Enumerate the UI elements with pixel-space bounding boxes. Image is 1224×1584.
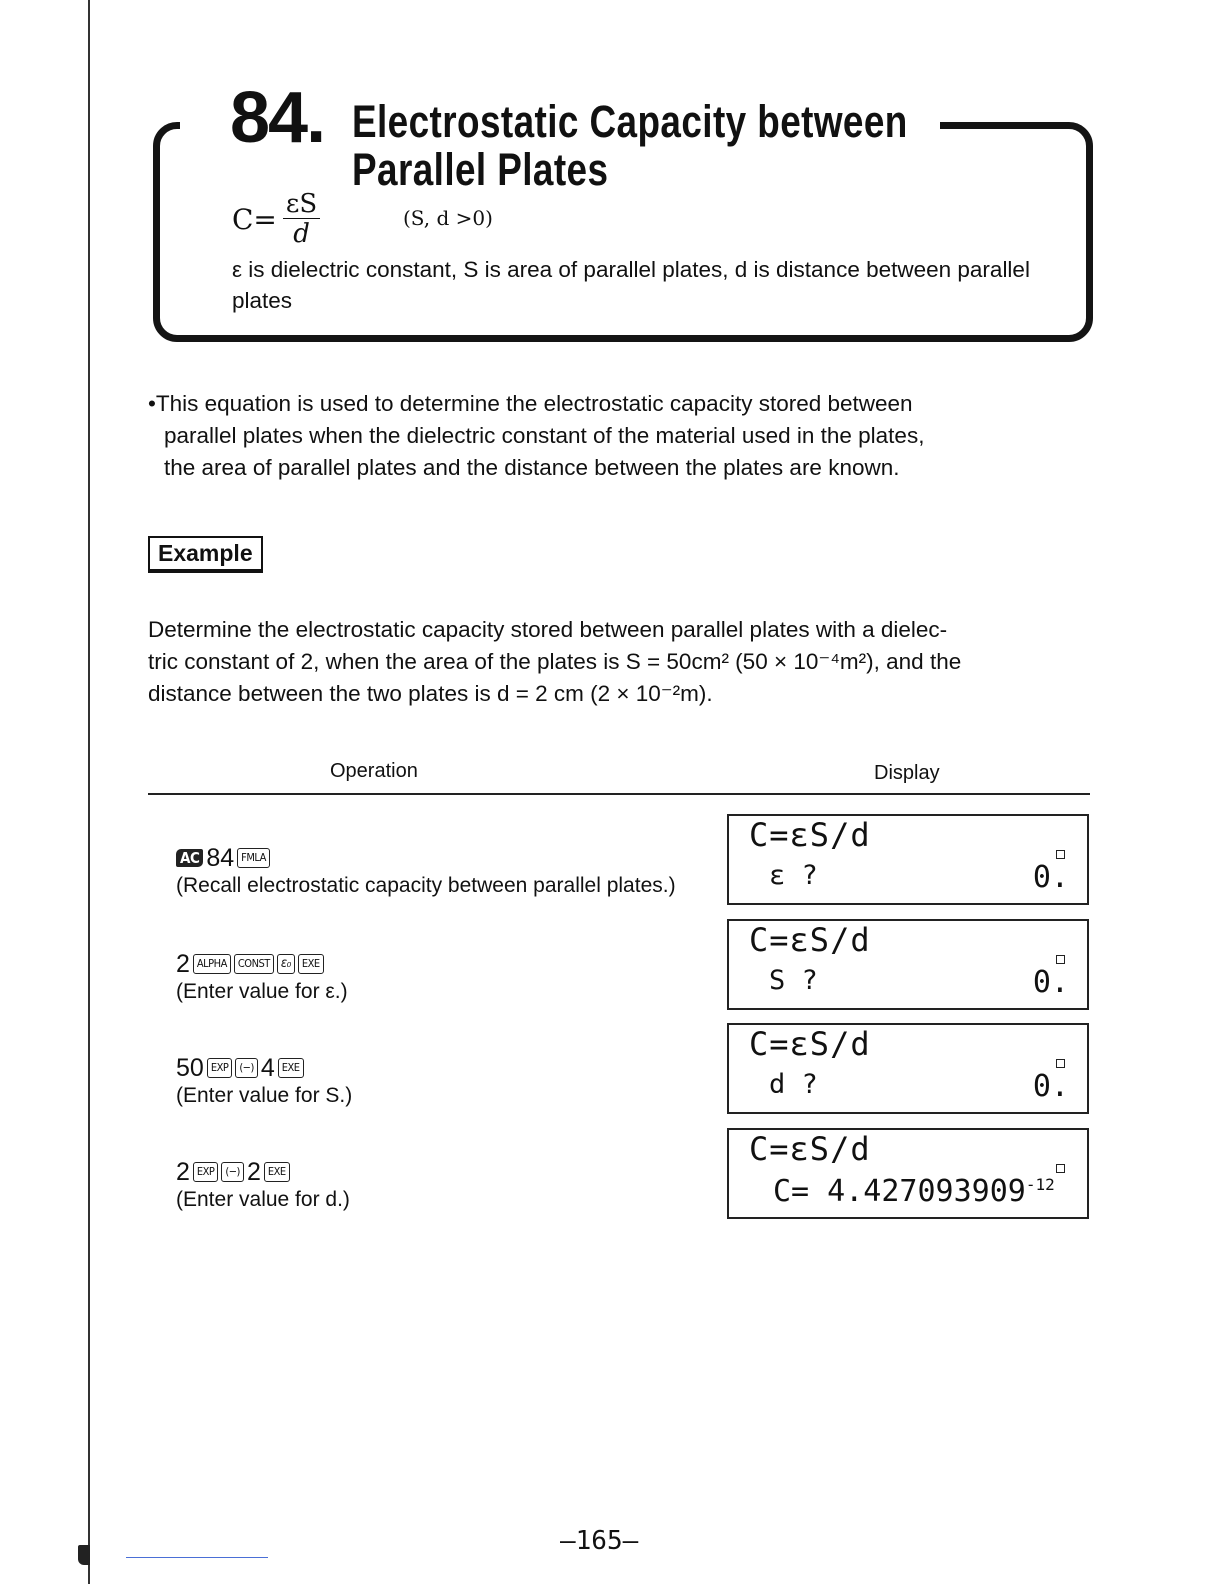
step-2-keys bbox=[176, 950, 696, 978]
display-3 bbox=[727, 1023, 1089, 1114]
display-value: 0. bbox=[1032, 860, 1069, 895]
result-mantissa: C= 4.427093909 bbox=[773, 1174, 1026, 1209]
digit-entry: 84 bbox=[206, 844, 235, 872]
indicator-icon bbox=[1056, 955, 1065, 964]
step-2 bbox=[176, 950, 696, 1006]
column-rule bbox=[148, 793, 1090, 795]
exe-key: EXE bbox=[278, 1058, 304, 1078]
problem-line-3: distance between the two plates is d = 2 cm (2 × 10⁻²m). bbox=[148, 681, 713, 706]
display-prompt: S ? bbox=[769, 965, 818, 996]
example-label: Example bbox=[148, 536, 263, 573]
exp-key: EXP bbox=[207, 1058, 233, 1078]
operation-column-header: Operation bbox=[330, 760, 418, 782]
step-1-keys bbox=[176, 844, 696, 872]
display-formula: C=εS/d bbox=[749, 1025, 871, 1063]
formula bbox=[232, 190, 320, 249]
title-line-1: Electrostatic Capacity between bbox=[352, 96, 908, 147]
step-4 bbox=[176, 1158, 696, 1214]
display-formula: C=εS/d bbox=[749, 816, 871, 854]
display-1 bbox=[727, 814, 1089, 905]
problem-line-1: Determine the electrostatic capacity stored between parallel plates with a dielec- bbox=[148, 617, 948, 642]
indicator-icon bbox=[1056, 850, 1065, 859]
display-prompt: ε ? bbox=[769, 860, 818, 891]
indicator-icon bbox=[1056, 1164, 1065, 1173]
binding-foot bbox=[78, 1545, 90, 1565]
step-3-keys bbox=[176, 1054, 696, 1082]
display-formula: C=εS/d bbox=[749, 921, 871, 959]
variable-description: ε is dielectric constant, S is area of parallel plates, d is distance between parallel plates bbox=[232, 257, 1030, 313]
formula-denominator: d bbox=[293, 219, 310, 249]
step-1-note: (Recall electrostatic capacity between parallel plates.) bbox=[176, 874, 676, 897]
display-4 bbox=[727, 1128, 1089, 1219]
exe-key: EXE bbox=[298, 954, 324, 974]
display-value: 0. bbox=[1032, 1069, 1069, 1104]
fmla-key: FMLA bbox=[237, 848, 270, 868]
display-result bbox=[773, 1174, 1055, 1209]
display-prompt: d ? bbox=[769, 1069, 818, 1100]
example-problem bbox=[148, 614, 1098, 710]
binding-edge bbox=[88, 0, 90, 1584]
section-number: 84. bbox=[230, 78, 325, 158]
negative-key: (−) bbox=[235, 1058, 258, 1078]
formula-condition: (S, d >0) bbox=[403, 206, 493, 230]
section-title bbox=[352, 98, 908, 194]
digit-entry: 50 bbox=[176, 1054, 204, 1082]
title-line-2: Parallel Plates bbox=[352, 144, 609, 195]
ac-key: AC bbox=[176, 849, 203, 867]
step-1 bbox=[176, 844, 696, 900]
display-column-header: Display bbox=[874, 762, 940, 784]
formula-lhs: C= bbox=[232, 203, 277, 236]
indicator-icon bbox=[1056, 1059, 1065, 1068]
page-number: —165— bbox=[560, 1526, 639, 1556]
digit-entry: 2 bbox=[176, 1158, 190, 1186]
problem-line-2: tric constant of 2, when the area of the plates is S = 50cm² (50 × 10⁻⁴m²), and the bbox=[148, 649, 962, 674]
formula-numerator: εS bbox=[283, 190, 320, 219]
display-formula: C=εS/d bbox=[749, 1130, 871, 1168]
digit-entry: 4 bbox=[260, 1054, 275, 1082]
const-key: CONST bbox=[234, 954, 274, 974]
bottom-rule bbox=[126, 1557, 268, 1558]
digit-entry: 2 bbox=[176, 950, 190, 978]
usage-paragraph bbox=[148, 388, 1098, 484]
step-2-note: (Enter value for ε.) bbox=[176, 980, 348, 1003]
digit-entry: 2 bbox=[246, 1158, 261, 1186]
step-3 bbox=[176, 1054, 696, 1110]
usage-line-1: •This equation is used to determine the electrostatic capacity stored between bbox=[148, 391, 913, 416]
negative-key: (−) bbox=[221, 1162, 244, 1182]
display-2 bbox=[727, 919, 1089, 1010]
step-4-keys bbox=[176, 1158, 696, 1186]
formula-fraction bbox=[283, 190, 320, 249]
exe-key: EXE bbox=[264, 1162, 290, 1182]
alpha-key: ALPHA bbox=[193, 954, 231, 974]
usage-line-2: parallel plates when the dielectric constant of the material used in the plates, bbox=[164, 423, 925, 448]
usage-line-3: the area of parallel plates and the distance between the plates are known. bbox=[164, 455, 900, 480]
step-4-note: (Enter value for d.) bbox=[176, 1188, 350, 1211]
step-3-note: (Enter value for S.) bbox=[176, 1084, 353, 1107]
exp-key: EXP bbox=[193, 1162, 219, 1182]
result-exponent: -12 bbox=[1025, 1175, 1055, 1194]
display-value: 0. bbox=[1032, 965, 1069, 1000]
epsilon-zero-key: ε₀ bbox=[277, 954, 295, 974]
